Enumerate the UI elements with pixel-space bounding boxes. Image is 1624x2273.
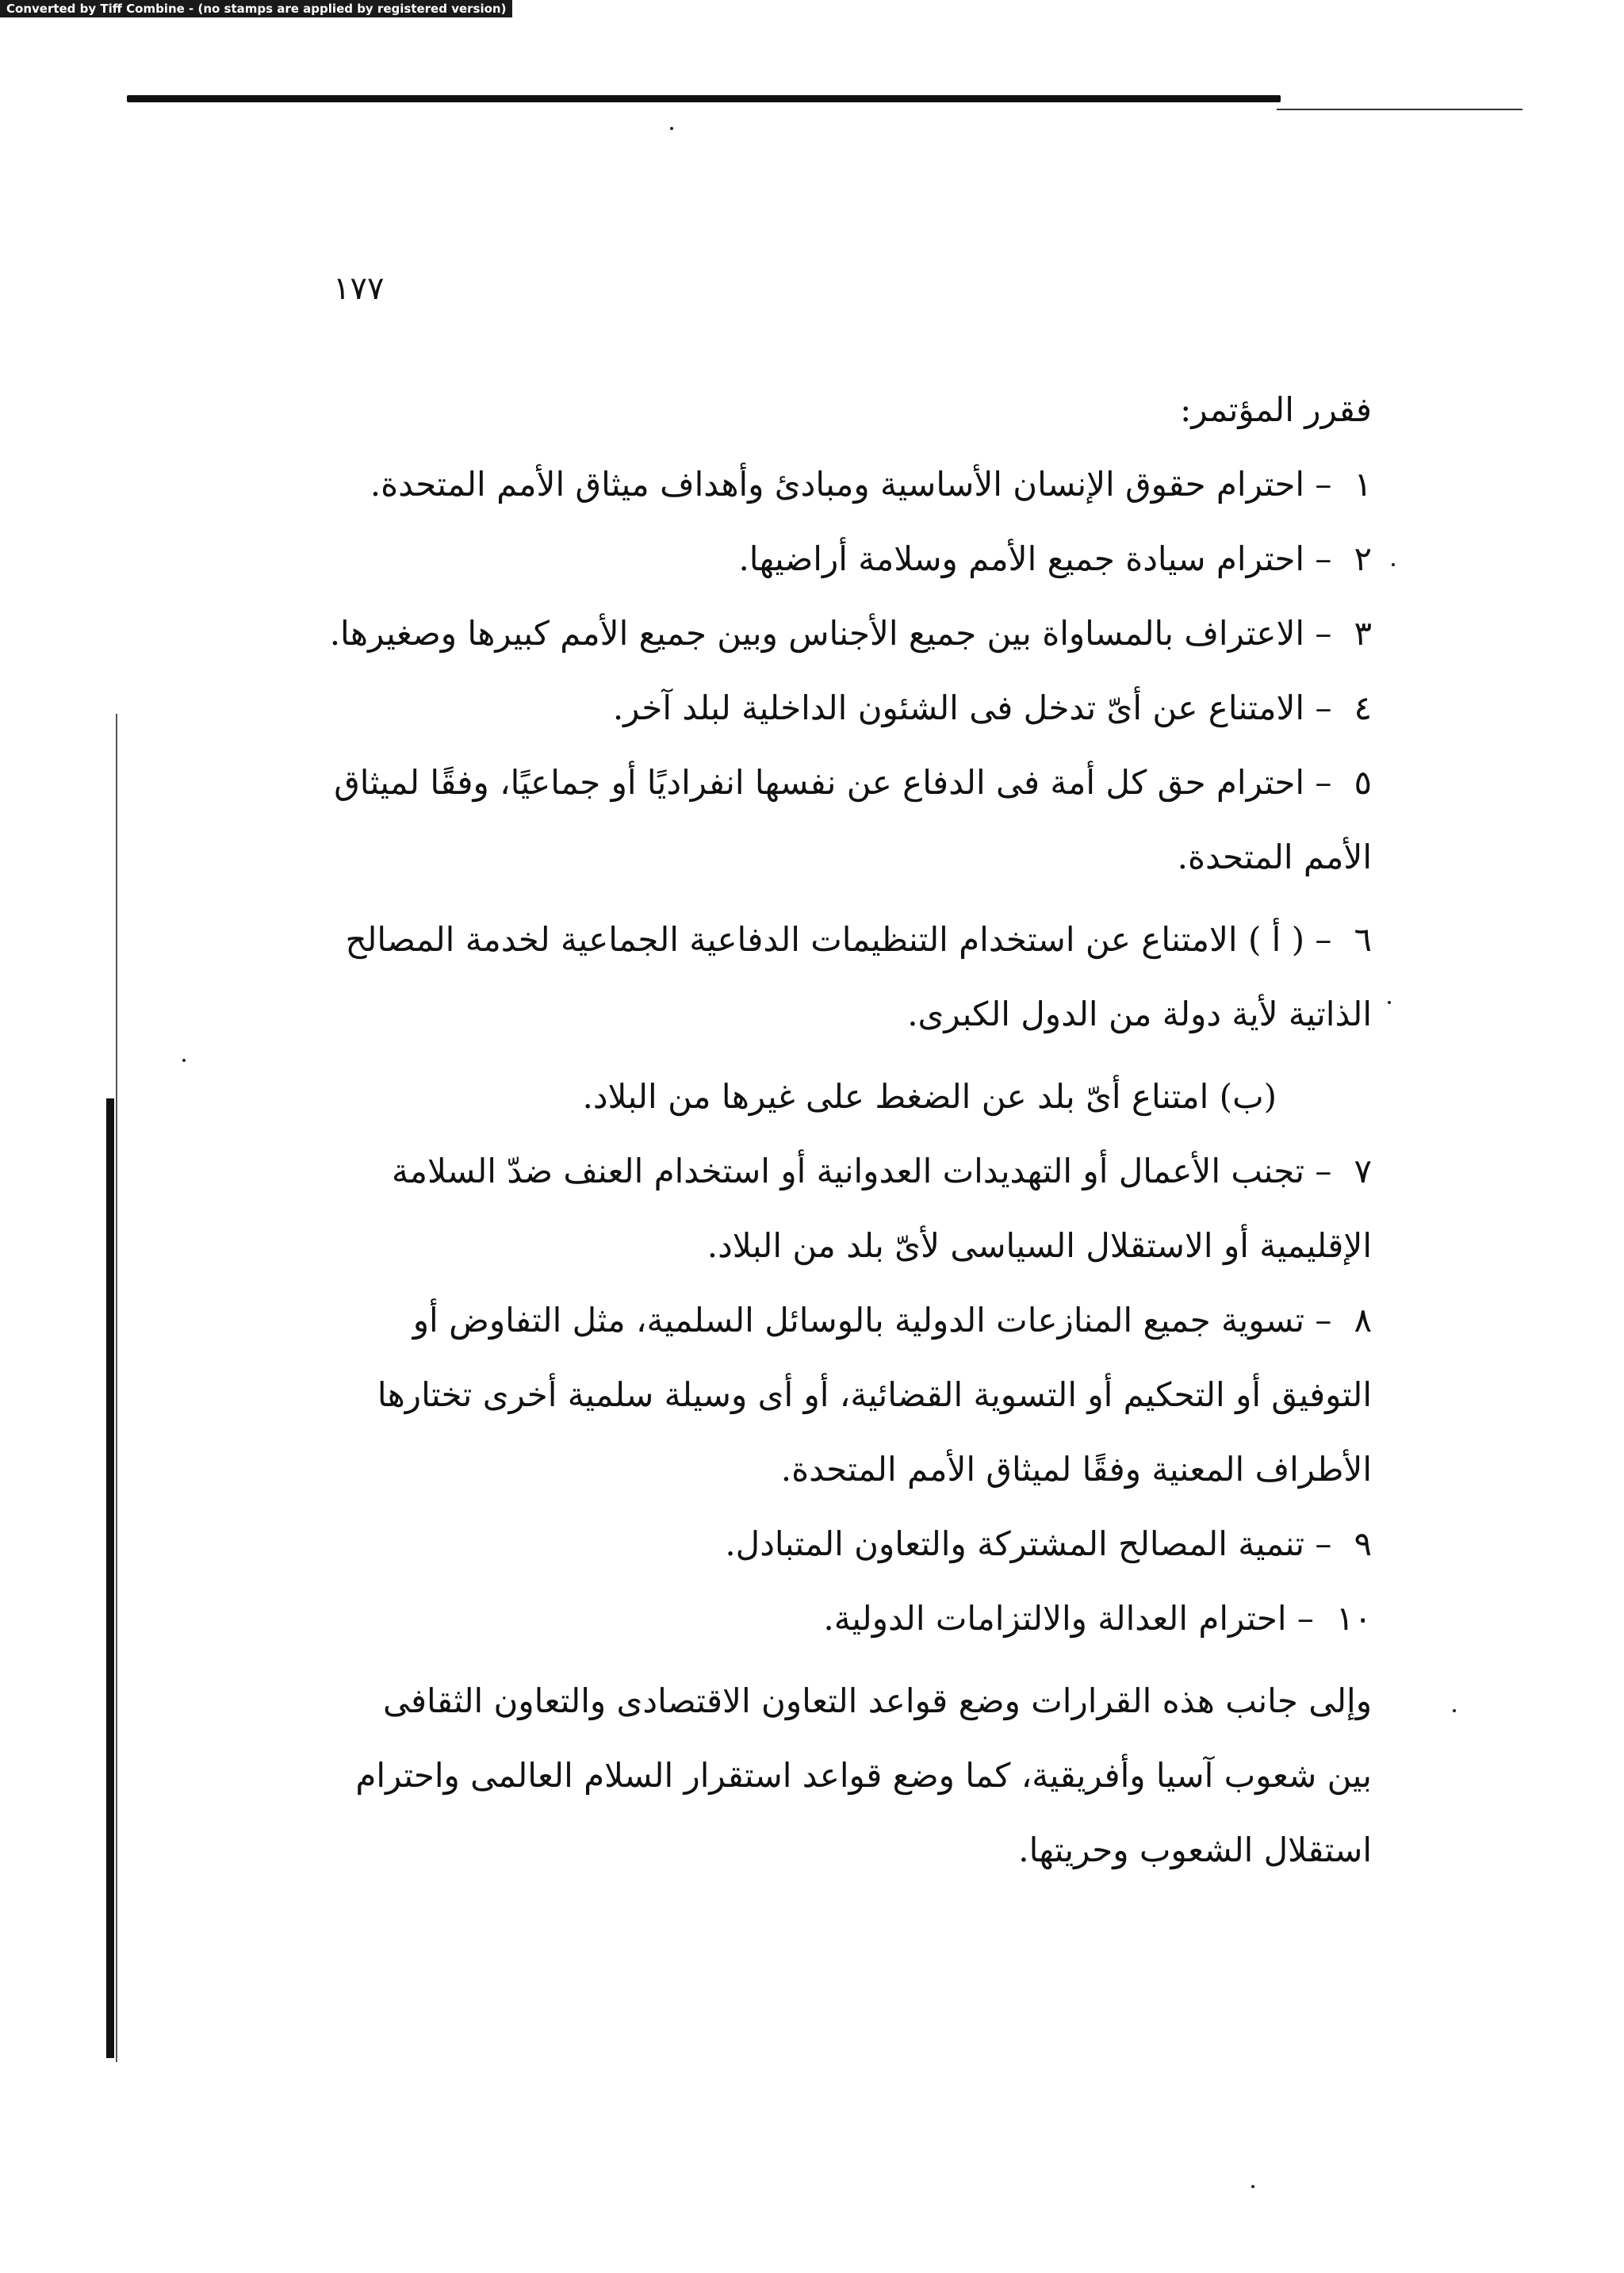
item-number: ٢: [1354, 539, 1372, 578]
resolution-item-7: [329, 1134, 1372, 1283]
document-body: [329, 373, 1372, 1888]
item-number: ٦: [1354, 920, 1372, 959]
header-rule: [127, 95, 1281, 102]
resolution-item-6b: (ب) امتناع أىّ بلد عن الضغط على غيرها من البلاد.: [582, 1077, 1277, 1116]
scan-edge-line: [116, 714, 117, 2062]
scan-edge-shadow: [106, 1098, 114, 2058]
converter-banner: Converted by Tiff Combine - (no stamps are applied by registered version): [0, 0, 512, 17]
item-number: ٨: [1354, 1301, 1372, 1340]
resolution-item-6a: [329, 903, 1372, 1052]
page-number: ١٧٧: [333, 270, 385, 307]
resolution-item-9: [329, 1507, 1372, 1581]
resolution-item-1: [329, 447, 1372, 522]
item-number: ٥: [1354, 763, 1372, 802]
resolution-item-2: [329, 522, 1372, 596]
item-text: – احترام حق كل أمة فى الدفاع عن نفسها انفراديًا أو جماعيًا، وفقًا لميثاق الأمم المتحدة.: [334, 763, 1372, 876]
resolution-item-3: [329, 596, 1372, 671]
item-text: – الامتناع عن أىّ تدخل فى الشئون الداخلية لبلد آخر.: [612, 688, 1332, 727]
header-rule-tail: [1277, 109, 1522, 110]
item-number: ٣: [1354, 614, 1372, 653]
item-text: – احترام سيادة جميع الأمم وسلامة أراضيها.: [738, 539, 1332, 578]
scan-speck: [182, 1059, 186, 1062]
scan-speck: [1388, 1001, 1391, 1004]
item-text: – تنمية المصالح المشتركة والتعاون المتبادل.: [725, 1524, 1332, 1563]
resolution-item-5: [329, 746, 1372, 895]
item-text: – احترام العدالة والالتزامات الدولية.: [823, 1599, 1314, 1638]
scan-speck: [670, 127, 673, 130]
closing-paragraph: وإلى جانب هذه القرارات وضع قواعد التعاون الاقتصادى والتعاون الثقافى بين شعوب آسيا وأفريقية، كما وضع قواعد استقرار السلام العالمى واحترام استقلال الشعوب وحريتها.: [355, 1681, 1372, 1869]
item-text: – ( أ ) الامتناع عن استخدام التنظيمات الدفاعية الجماعية لخدمة المصالح الذاتية لأية دولة من الدول الكبرى.: [345, 920, 1372, 1033]
scan-speck: [1453, 1709, 1456, 1712]
item-text: – الاعتراف بالمساواة بين جميع الأجناس وبين جميع الأمم كبيرها وصغيرها.: [329, 614, 1332, 653]
scan-speck: [1251, 2185, 1254, 2188]
item-text: – تجنب الأعمال أو التهديدات العدوانية أو استخدام العنف ضدّ السلامة الإقليمية أو الاستقلال السياسى لأىّ بلد من البلاد.: [391, 1152, 1372, 1265]
item-number: ٩: [1354, 1524, 1372, 1563]
item-number: ٧: [1354, 1152, 1372, 1190]
intro-line: فقرر المؤتمر:: [1180, 390, 1372, 429]
item-number: ١: [1354, 465, 1372, 504]
resolution-item-4: [329, 671, 1372, 746]
item-text: – احترام حقوق الإنسان الأساسية ومبادئ وأهداف ميثاق الأمم المتحدة.: [370, 465, 1332, 504]
resolution-item-8: [329, 1283, 1372, 1507]
item-number: ٤: [1354, 688, 1372, 727]
scan-speck: [1392, 563, 1395, 566]
item-text: – تسوية جميع المنازعات الدولية بالوسائل السلمية، مثل التفاوض أو التوفيق أو التحكيم أو التسوية القضائية، أو أى وسيلة سلمية أخرى تختارها الأطراف المعنية وفقًا لميثاق الأمم المتحدة.: [377, 1301, 1372, 1489]
resolution-item-10: [329, 1581, 1372, 1656]
item-number: ١٠: [1335, 1599, 1372, 1638]
